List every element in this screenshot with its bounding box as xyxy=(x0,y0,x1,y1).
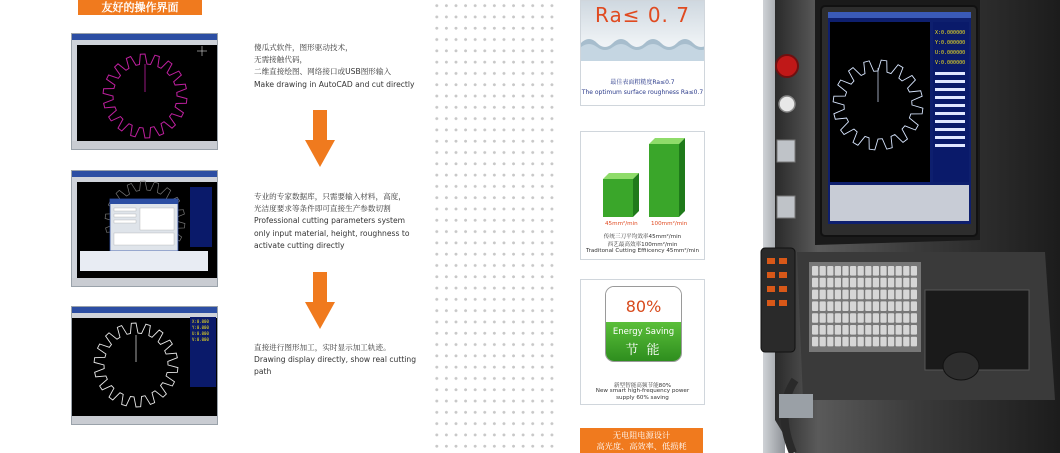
roughness-en: The optimum surface roughness Ra≤0.7 xyxy=(581,89,704,96)
readout-y: Y:0.000000 xyxy=(935,40,966,46)
roughness-title: Ra≤ 0. 7 xyxy=(595,3,690,27)
arrow-down-icon xyxy=(305,110,335,167)
energy-saving-cn: 节 能 xyxy=(625,343,662,358)
max-efficiency-label: 100mm²/min xyxy=(651,221,688,227)
power-supply-line: 高光度、高效率、低损耗 xyxy=(596,441,687,451)
efficiency-line: 西艺最高效率100mm²/min xyxy=(607,242,678,248)
step-1-description xyxy=(254,42,424,91)
step-1-line: 傻瓜式软件，图形驱动技术， xyxy=(254,43,353,52)
step-2-line: Professional cutting parameters system xyxy=(254,216,406,226)
svg-text:U:0.000: U:0.000 xyxy=(192,331,209,336)
roughness-cn: 最佳表面粗糙度Ra≤0.7 xyxy=(610,79,675,86)
step-2-line: activate cutting directly xyxy=(254,240,345,250)
gear-cutting-path xyxy=(72,307,217,424)
step-3-line: path xyxy=(254,367,272,377)
machine-control-cabinet xyxy=(735,0,1060,453)
dot-pattern xyxy=(432,0,556,453)
screenshot-parameter-database xyxy=(71,170,218,287)
step-3-line: 直接进行图形加工，实时显示加工轨迹。 xyxy=(254,343,391,352)
parameter-dialog xyxy=(72,171,217,286)
readout-u: U:0.000000 xyxy=(935,50,966,56)
efficiency-line: 传统三刀平均效率45mm²/min xyxy=(603,234,682,240)
step-1-line: 无需接触代码， xyxy=(254,55,308,65)
power-supply-tag xyxy=(580,428,703,453)
energy-line: 新型智能高频节能80% xyxy=(613,383,672,389)
energy-saving-percent: 80% xyxy=(625,297,662,316)
energy-saving-en: Energy Saving xyxy=(612,327,675,337)
svg-text:Y:0.000: Y:0.000 xyxy=(192,325,209,330)
energy-line: supply 60% saving xyxy=(616,395,669,401)
screenshot-autocad-drawing xyxy=(71,33,218,150)
step-2-line: 专业的专家数据库，只需要输入材料，高度， xyxy=(254,192,406,201)
step-2-description xyxy=(254,191,424,252)
energy-saving-badge xyxy=(605,286,682,362)
energy-line: New smart high-frequency power xyxy=(595,388,690,394)
step-2-line: 光洁度要求等条件即可直接生产参数切割 xyxy=(254,204,391,214)
step-1-line: Make drawing in AutoCAD and cut directly xyxy=(254,79,415,89)
efficiency-line: Traditonal Cutting Effiicency 45mm²/min xyxy=(585,248,700,254)
traditional-efficiency-label: 45mm²/min xyxy=(605,221,638,227)
section-tag: 友好的操作界面 xyxy=(78,0,202,15)
efficiency-panel xyxy=(580,131,705,260)
step-3-description xyxy=(254,342,424,379)
gear-drawing xyxy=(72,34,217,149)
svg-text:V:0.000: V:0.000 xyxy=(192,337,209,342)
power-supply-line: 无电阻电源设计 xyxy=(612,430,671,440)
step-2-line: only input material, height, roughness to xyxy=(254,228,410,238)
svg-text:X:0.000: X:0.000 xyxy=(192,319,209,324)
step-3-line: Drawing display directly, show real cutting xyxy=(254,355,417,365)
step-1-line: 二维直接绘图、网络接口或USB图形输入 xyxy=(254,67,392,77)
readout-v: V:0.000000 xyxy=(935,60,966,66)
readout-x: X:0.000000 xyxy=(935,30,966,36)
energy-saving-panel xyxy=(580,279,705,405)
screenshot-cutting-path xyxy=(71,306,218,425)
arrow-down-icon xyxy=(305,272,335,329)
roughness-panel xyxy=(580,0,705,106)
